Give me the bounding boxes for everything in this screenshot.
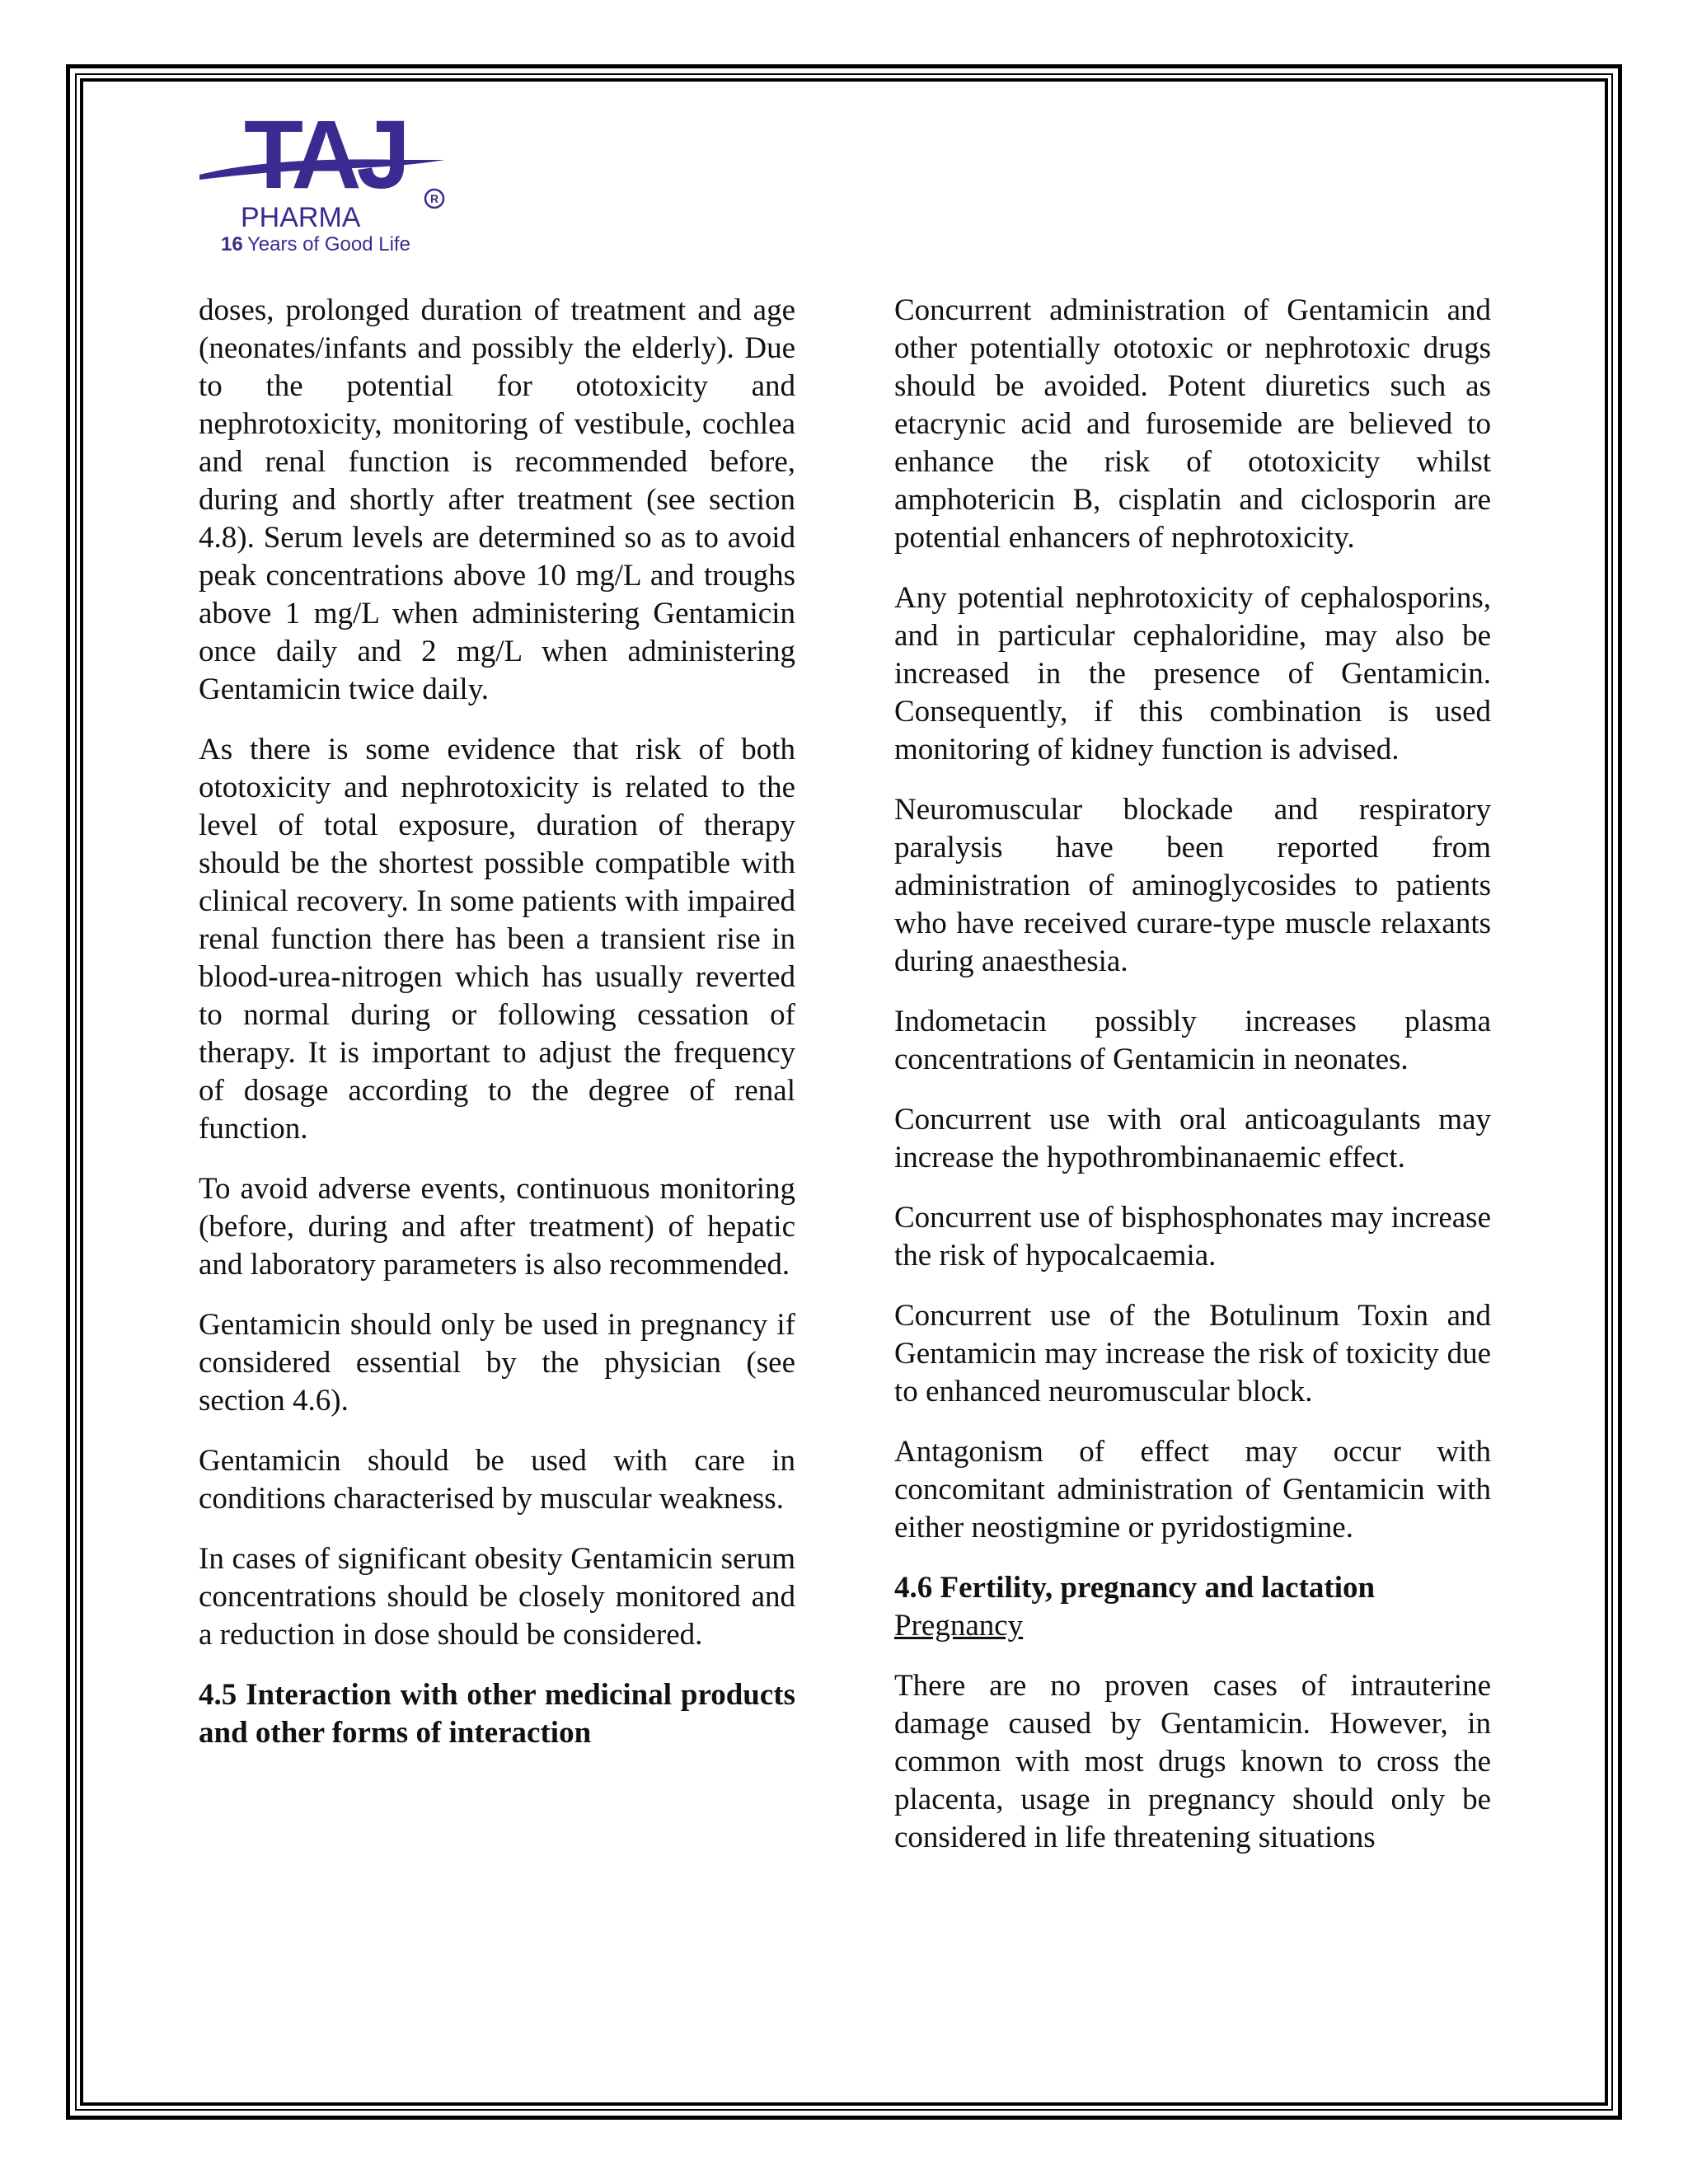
paragraph: doses, prolonged duration of treatment and age (neonates/infants and possibly the elderly). Due to the potential for ototoxicity and nephrotoxicity, monitoring of vestibule, cochlea and renal function is recommended before, during and shortly after treatment (see section 4.8). Serum levels are determined so as to avoid peak concentrations above 10 mg/L and troughs above 1 mg/L when administering Gentamicin once daily and 2 mg/L when administering Gentamicin twice daily.	[199, 293, 795, 706]
paragraph: Indometacin possibly increases plasma concentrations of Gentamicin in neonates.	[894, 1005, 1491, 1076]
paragraph: As there is some evidence that risk of both ototoxicity and nephrotoxicity is related to the level of total exposure, duration of therapy should be the shortest possible compatible with clinical recovery. In some patients with impaired renal function there has been a transient rise in blood-urea-nitrogen which has usually reverted to normal during or following cessation of therapy. It is important to adjust the frequency of dosage according to the degree of renal function.	[199, 733, 795, 1146]
paragraph: Gentamicin should only be used in pregnancy if considered essential by the physician (see section 4.6).	[199, 1308, 795, 1418]
logo-brand: TAJ	[244, 105, 406, 209]
section-heading-4-6: 4.6 Fertility, pregnancy and lactation	[894, 1571, 1376, 1605]
right-column	[894, 292, 1491, 1879]
paragraph: Gentamicin should be used with care in conditions characterised by muscular weakness.	[199, 1444, 795, 1516]
paragraph: Concurrent use of the Botulinum Toxin and Gentamicin may increase the risk of toxicity due to enhanced neuromuscular block.	[894, 1299, 1491, 1408]
paragraph: Concurrent administration of Gentamicin and other potentially ototoxic or nephrotoxic drugs should be avoided. Potent diuretics such as etacrynic acid and furosemide are believed to enhance the risk of ototoxicity whilst amphotericin B, cisplatin and ciclosporin are potential enhancers of nephrotoxicity.	[894, 293, 1491, 555]
taj-pharma-logo	[198, 105, 478, 254]
left-column	[199, 292, 795, 1752]
paragraph: Concurrent use of bisphosphonates may increase the risk of hypocalcaemia.	[894, 1201, 1491, 1272]
subheading-pregnancy: Pregnancy	[894, 1609, 1024, 1643]
paragraph: To avoid adverse events, continuous monitoring (before, during and after treatment) of hepatic and laboratory parameters is also recommended.	[199, 1172, 795, 1282]
paragraph: Neuromuscular blockade and respiratory paralysis have been reported from administration of aminoglycosides to patients who have received curare-type muscle relaxants during anaesthesia.	[894, 793, 1491, 978]
logo-tagline-number: 16	[221, 233, 243, 254]
paragraph: Antagonism of effect may occur with concomitant administration of Gentamicin with either neostigmine or pyridostigmine.	[894, 1435, 1491, 1544]
paragraph: In cases of significant obesity Gentamicin serum concentrations should be closely monitored and a reduction in dose should be considered.	[199, 1542, 795, 1652]
logo-tagline-text: Years of Good Life	[247, 233, 410, 254]
paragraph: There are no proven cases of intrauterine damage caused by Gentamicin. However, in common with most drugs known to cross the placenta, usage in pregnancy should only be considered in life threatening situations	[894, 1669, 1491, 1854]
paragraph: Concurrent use with oral anticoagulants may increase the hypothrombinanaemic effect.	[894, 1103, 1491, 1174]
logo-pharma-text: PHARMA	[241, 202, 361, 233]
section-heading-4-5: 4.5 Interaction with other medicinal products and other forms of interaction	[199, 1678, 795, 1750]
paragraph: Any potential nephrotoxicity of cephalosporins, and in particular cephaloridine, may also be increased in the presence of Gentamicin. Consequently, if this combination is used monitoring of kidney function is advised.	[894, 581, 1491, 766]
registered-mark: R	[429, 192, 439, 205]
